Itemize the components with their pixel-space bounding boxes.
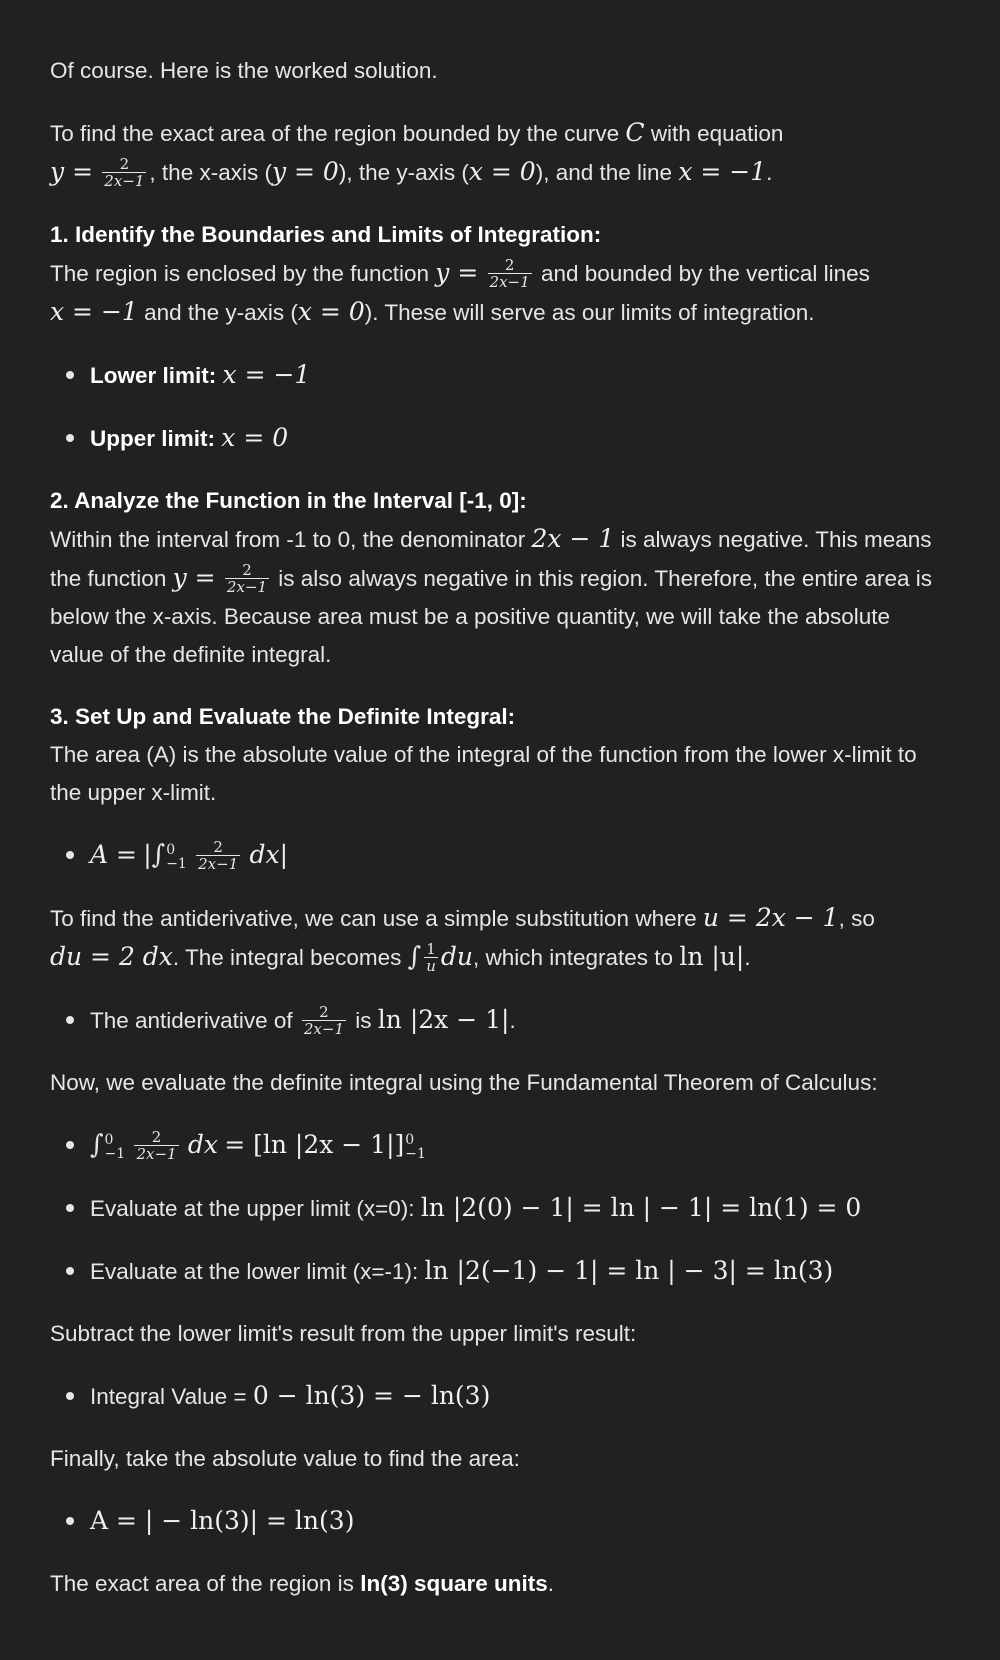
list-item bbox=[50, 419, 950, 458]
integral-upper: 0 bbox=[104, 1132, 114, 1149]
integral-symbol: ∫ bbox=[90, 1130, 104, 1160]
list-item bbox=[50, 1502, 950, 1541]
math-xm1: x = −1 bbox=[678, 157, 767, 186]
s1-text-1: The region is enclosed by the function bbox=[50, 261, 429, 286]
integral-value-list bbox=[50, 1377, 950, 1416]
math-ln-u: ln |u| bbox=[679, 942, 745, 971]
list-item bbox=[50, 1126, 950, 1165]
s2-text-2: is always negative. This means the function bbox=[50, 527, 932, 591]
bracket-lower: −1 bbox=[405, 1146, 426, 1163]
intro-text: Of course. Here is the worked solution. bbox=[50, 58, 438, 83]
math-fraction bbox=[134, 1129, 178, 1162]
math-fraction bbox=[102, 156, 146, 189]
final-area: A = | − ln(3)| = ln(3) bbox=[90, 1506, 355, 1535]
upper-limit-label: Upper limit: bbox=[90, 426, 216, 451]
list-item bbox=[50, 1189, 950, 1228]
math-u-def: u = 2x − 1 bbox=[702, 903, 839, 932]
bracket-limits bbox=[405, 1133, 426, 1161]
math-x0: x = 0 bbox=[297, 297, 365, 326]
eval-lower-label: Evaluate at the lower limit (x=-1): bbox=[90, 1259, 419, 1284]
eval-lower-value: ln |2(−1) − 1| = ln | − 3| = ln(3) bbox=[424, 1256, 834, 1285]
math-fraction-1u bbox=[424, 941, 438, 974]
integral-limits bbox=[166, 843, 187, 871]
list-item bbox=[50, 836, 950, 875]
math-dx: dx bbox=[249, 840, 280, 869]
math-curve: C bbox=[625, 118, 645, 147]
abs-bar-right: | bbox=[279, 840, 289, 869]
integral-limits bbox=[105, 1133, 126, 1161]
math-du: du bbox=[440, 942, 473, 971]
antideriv-label: The antiderivative of bbox=[90, 1008, 293, 1033]
math-fraction bbox=[196, 839, 240, 872]
integral-value: 0 − ln(3) = − ln(3) bbox=[252, 1381, 491, 1410]
math-fraction bbox=[302, 1004, 346, 1037]
eval-upper-label: Evaluate at the upper limit (x=0): bbox=[90, 1196, 415, 1221]
integral-lower: −1 bbox=[104, 1146, 126, 1163]
frac-numerator: 2 bbox=[225, 562, 269, 579]
s1-text-2: and bounded by the vertical lines bbox=[540, 261, 870, 286]
problem-lead: To find the exact area of the region bounded by the curve bbox=[50, 121, 620, 146]
lower-limit-value: x = −1 bbox=[222, 360, 311, 389]
substitution-text: To find the antiderivative, we can use a simple substitution where u = 2x − 1, so du = 2 dx. The integral becomes ∫ $\frac{1}{u}$ du, which integrates to ln |u|. bbox=[50, 903, 875, 975]
frac-numerator: 2 bbox=[134, 1129, 178, 1146]
frac-numerator: 2 bbox=[488, 257, 532, 274]
math-dx: dx bbox=[187, 1130, 218, 1159]
section-2-text bbox=[50, 520, 950, 674]
section-3-heading: 3. Set Up and Evaluate the Definite Integral: bbox=[50, 704, 516, 729]
ftc-text: Now, we evaluate the definite integral using the Fundamental Theorem of Calculus: bbox=[50, 1070, 878, 1095]
math-du-def: du = 2 dx bbox=[50, 942, 173, 971]
math-denominator: 2x − 1 bbox=[531, 524, 615, 553]
section-3-text: The area (A) is the absolute value of the integral of the function from the lower x-limit to the upper x-limit. bbox=[50, 742, 917, 805]
s2-text-1: Within the interval from -1 to 0, the denominator bbox=[50, 527, 526, 552]
frac-numerator: 2 bbox=[196, 839, 240, 856]
math-y-eq: y = bbox=[172, 563, 216, 592]
problem-statement bbox=[50, 114, 950, 192]
list-item bbox=[50, 356, 950, 395]
antideriv-is: is bbox=[355, 1008, 372, 1033]
s2-text-3: is also always negative in this region. Therefore, the entire area is below the x-axis. Because area must be a positive quantity, we will take the absolute value of the definite integral. bbox=[50, 566, 932, 667]
sub-text-1: To find the antiderivative, we can use a simple substitution where bbox=[50, 906, 697, 931]
s1-text-4: ). These will serve as our limits of integration. bbox=[364, 300, 815, 325]
math-xm1: x = −1 bbox=[50, 297, 138, 326]
integral-upper: 0 bbox=[166, 842, 176, 859]
eval-upper-value: ln |2(0) − 1| = ln | − 1| = ln(1) = 0 bbox=[420, 1193, 862, 1222]
subtract-text: Subtract the lower limit's result from the upper limit's result: bbox=[50, 1321, 637, 1346]
integral-lower: −1 bbox=[166, 856, 187, 873]
sub-text-3: . The integral becomes bbox=[172, 945, 402, 970]
math-y-eq: y = bbox=[50, 157, 94, 186]
ftc-rhs: = [ln |2x − 1|] bbox=[224, 1130, 405, 1159]
limits-list bbox=[50, 356, 950, 458]
math-x0: x = 0 bbox=[468, 157, 536, 186]
sub-text-4: , which integrates to bbox=[472, 945, 674, 970]
integral-value-label: Integral Value = bbox=[90, 1384, 247, 1409]
problem-line-text: ), and the line bbox=[535, 160, 673, 185]
final-area-list bbox=[50, 1502, 950, 1541]
list-item bbox=[50, 1377, 950, 1416]
list-item bbox=[50, 1252, 950, 1291]
conclusion-answer: ln(3) square units bbox=[360, 1571, 548, 1596]
lower-limit-label: Lower limit: bbox=[90, 363, 217, 388]
conclusion-end: . bbox=[547, 1571, 554, 1596]
math-y0: y = 0 bbox=[271, 157, 339, 186]
frac-denominator: 2x−1 bbox=[489, 272, 530, 291]
frac-denominator: u bbox=[426, 956, 436, 975]
antideriv-value: ln |2x − 1| bbox=[377, 1005, 510, 1034]
conclusion-pre: The exact area of the region is bbox=[50, 1571, 354, 1596]
section-2-heading: 2. Analyze the Function in the Interval [-1, 0]: bbox=[50, 488, 527, 513]
problem-yaxis-text: ), the y-axis ( bbox=[338, 160, 469, 185]
conclusion bbox=[50, 1565, 950, 1603]
problem-with-eq: with equation bbox=[650, 121, 784, 146]
frac-denominator: 2x−1 bbox=[226, 577, 268, 596]
frac-numerator: 2 bbox=[102, 156, 146, 173]
finally-text: Finally, take the absolute value to find the area: bbox=[50, 1446, 520, 1471]
frac-denominator: 2x−1 bbox=[104, 171, 145, 190]
list-item: The antiderivative of $\frac{2}{2x-1}$ is ln |2x − 1|. bbox=[50, 1001, 950, 1040]
antiderivative-list bbox=[50, 1001, 950, 1040]
math-y-eq: y = bbox=[435, 258, 479, 287]
frac-numerator: 2 bbox=[302, 1004, 346, 1021]
math-fraction bbox=[488, 257, 532, 290]
problem-end: . bbox=[766, 160, 773, 185]
area-lhs: A = bbox=[90, 840, 137, 869]
frac-denominator: 2x−1 bbox=[136, 1144, 177, 1163]
abs-bar-left: | bbox=[143, 840, 152, 869]
sub-text-2: , so bbox=[838, 906, 875, 931]
integral-symbol: ∫ bbox=[151, 840, 166, 870]
bracket-upper: 0 bbox=[405, 1132, 415, 1149]
math-fraction bbox=[225, 562, 269, 595]
s1-text-3: and the y-axis ( bbox=[144, 300, 298, 325]
frac-denominator: 2x−1 bbox=[303, 1019, 345, 1038]
area-list bbox=[50, 836, 950, 875]
section-1-text bbox=[50, 254, 950, 332]
frac-denominator: 2x−1 bbox=[198, 854, 239, 873]
upper-limit-value: x = 0 bbox=[221, 423, 289, 452]
chat-response bbox=[50, 52, 950, 1627]
frac-numerator: 1 bbox=[424, 941, 438, 958]
integral-symbol: ∫ bbox=[407, 942, 422, 972]
evaluation-list bbox=[50, 1126, 950, 1291]
problem-axis-text: , the x-axis ( bbox=[149, 160, 272, 185]
section-1-heading: 1. Identify the Boundaries and Limits of Integration: bbox=[50, 222, 602, 247]
